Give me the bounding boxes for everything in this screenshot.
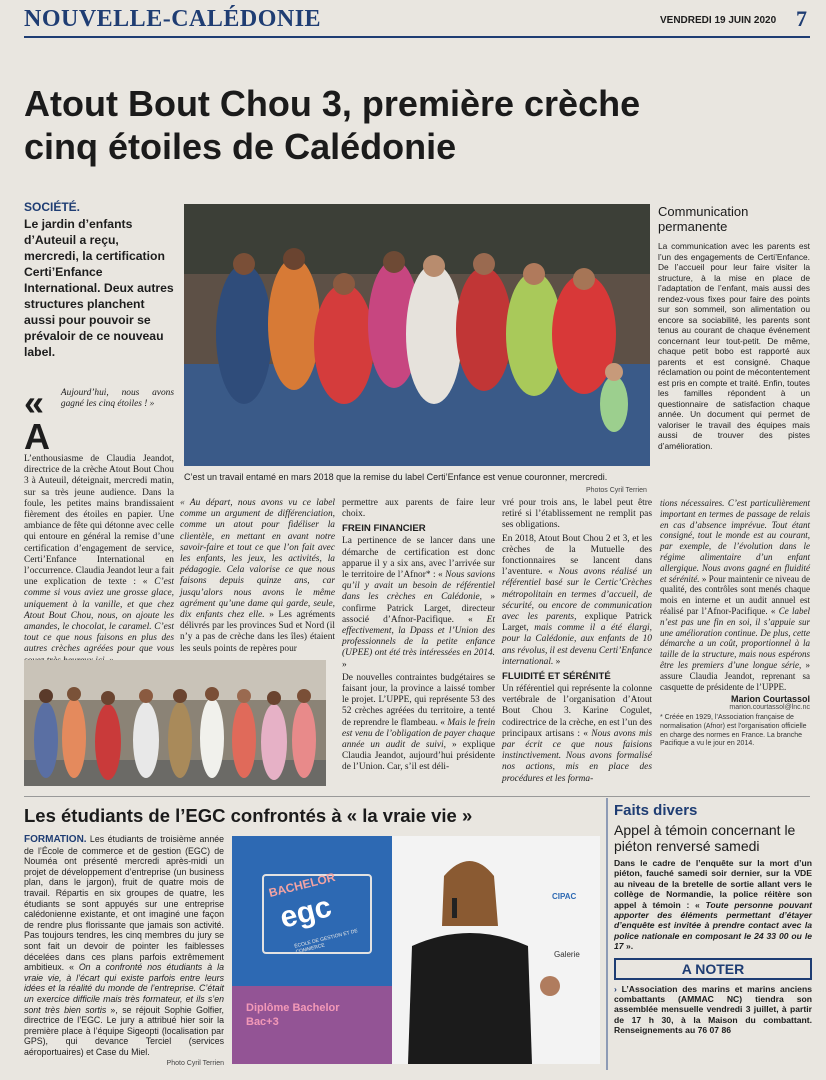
a-noter-text: › L’Association des marins et marins anciens combattants (AMMAC NC) tiendra son assemblée mensuelle vendredi 3 juillet, à partir de 17 h 30, à la Maison du combattant. Renseignements au 76 07 86	[614, 983, 812, 1036]
main-photo	[184, 204, 650, 466]
author-name: Marion Courtassol	[730, 694, 810, 705]
faits-section: Faits divers	[614, 802, 698, 819]
article-col-3	[342, 498, 495, 776]
dropcap: « A	[24, 382, 50, 457]
egc-kicker: FORMATION.	[24, 834, 87, 845]
a-noter-box: A NOTER	[614, 958, 812, 980]
lead-block	[24, 200, 176, 360]
article-col-4	[502, 498, 652, 787]
main-photo-caption: C’est un travail entamé en mars 2018 que la remise du label Certi’Enfance est venue couronner, mercredi.	[184, 472, 608, 482]
page-header	[0, 0, 826, 40]
col5-paragraph: tions nécessaires. C’est particulièrement important en termes de passage de relais en cas d’absence imprévue. Tout étant consigné, tout le monde est au courant, par exemple, de l’évolution dans le régime alimentaire d’un enfant allergique. Nous avons gagné en fluidité et sérénité. » Pour maintenir ce niveau de qualité, des contrôles sont menés chaque mois en interne et un audit annuel est réalisé par l’Afnor-Pacifique. « Ce label n’est pas une fin en soi, il s’appuie sur une amélioration continue. De plus, cette démarche a un coût, proportionnel à la taille de la structure, mais nous espérons être les premiers d’une longue série, » assure Claudia Jeandot, reprenant sa casquette de présidente de l’UPPE.	[660, 498, 810, 692]
egc-headline: Les étudiants de l’EGC confrontés à « la vraie vie »	[24, 805, 473, 826]
col4-paragraph-2: En 2018, Atout Bout Chou 2 et 3, et les crèches de la Mutuelle des fonctionnaires se lancent dans l’aventure. « Nous avons réalisé un référentiel basé sur le Certic’Crèches métropolitain en termes d’accueil, de sécurité, ou encore de communication avec les parents, explique Patrick Larget, mais comme il a été élargi, pour la Calédonie, aux enfants de 10 ans révolus, il est devenu Certi’Enfance international. »	[502, 533, 653, 667]
section-divider	[24, 796, 810, 797]
egc-photo	[232, 836, 600, 1064]
egc-banner-school: ÉCOLE DE GESTION ET DE COMMERCE	[293, 928, 359, 956]
headline-line-2: cinq étoiles de Calédonie	[24, 126, 457, 167]
footnote: * Créée en 1929, l’Association française de normalisation (Afnor) est l’organisation officielle en charge des normes en France. La branche Pacifique a vu le jour en 2014.	[660, 714, 807, 748]
author-email: marion.courtassol@lnc.nc	[729, 704, 810, 712]
egc-sponsor-2: Galerie	[554, 950, 580, 959]
sidebar-title: Communication permanente	[658, 204, 749, 234]
headline	[24, 82, 804, 168]
section-title: NOUVELLE-CALÉDONIE	[24, 6, 322, 32]
subhead-frein-financier: FREIN FINANCIER	[342, 523, 426, 535]
egc-logo-text: egc	[276, 890, 335, 935]
opening-quote: Aujourd’hui, nous avons gagné les cinq étoiles ! »	[60, 388, 174, 410]
egc-banner-bachelor: BACHELOR	[267, 869, 337, 901]
group-photo-illustration	[24, 660, 326, 786]
article-col-1	[24, 382, 174, 682]
subhead-fluidite: FLUIDITÉ ET SÉRÉNITÉ	[502, 671, 611, 683]
egc-paragraph: FORMATION. Les étudiants de troisième année de l’École de commerce et de gestion (EGC) de Nouméa ont présenté mercredi après-midi un projet de développement d’entreprise (un business plan, dans le jargon), fruit de quatre mois de travail. Répartis en six groupes de quatre, les étudiants se sont appuyés sur une entreprise calédonienne existante, et ont imaginé une façon de rendre plus florissante que jamais son activité. Pas toujours tendres, les cinq membres du jury se sont fait un devoir de pointer les faiblesses décelées dans ces plans parfois extrêmement ambitieux. « On a confronté nos étudiants à la vraie vie, à l’écart qui existe parfois entre leurs idées et la réalité du monde de l’entreprise. C’était un exercice difficile mais très formateur, et ils s’en sont très bien sortis », se réjouit Sophie Golfier, directrice de l’EGC. Le jury a attribué hier soir la première place à l’équipe Sigeopti (localisation par GPS), qui devance Terciel (services aéroportuaires) et Case du Miel.	[24, 834, 224, 1057]
col3-paragraph-2: La pertinence de se lancer dans une démarche de certification est donc apparue il y a six ans, avec l’arrivée sur le territoire de l’Afnor* : « Nous savions qu’il y avait un besoin de référentiel dans les crèches en Calédonie, » confirme Patrick Larget, directeur associé d’Afnor-Pacifique. « Et effectivement, la Dpass et l’Union des professionnels de la petite enfance (UPEE) ont été très intéressées en 2014. »	[342, 536, 496, 670]
group-photo	[24, 660, 326, 786]
faits-paragraph: Dans le cadre de l’enquête sur la mort d’un piéton, fauché samedi soir dernier, sur la VDE au niveau de la bretelle de sortie allant vers le collège de Normandie, la police réitère son appel à témoin : « Toute personne pouvant apporter des éléments permettant d’étayer d’enquête est invitée à prendre contact avec la police nationale en composant le 24 33 00 ou le 17 ».	[614, 858, 812, 952]
article-col-5	[660, 498, 810, 749]
main-photo-credit: Photos Cyril Terrien	[586, 487, 647, 494]
crowd-photo-illustration	[184, 204, 650, 466]
header-rule	[24, 36, 810, 38]
faits-divers	[606, 798, 812, 1070]
speaker-illustration	[232, 836, 600, 1064]
sidebar-text: La communication avec les parents est l’un des engagements de Certi’Enfance. De l’accueil pour leur faire visiter la structure, à la mise en place de l’adaptation de l’enfant, mais aussi des rendez-vous fixes pour faire des points sur son sommeil, son alimentation ou encore sa sociabilité, les parents sont tenus au courant de chaque événement concernant leur tout-petit. De même, chaque petit bobo est rapporté aux parents et est consigné. Chaque réclamation ou point de mécontentement est pris en compte et traité. Enfin, toutes les familles répondent à un questionnaire de satisfaction chaque année. Un document qui permet de valoriser le travail des équipes mais aussi de trouver des pistes d’amélioration.	[658, 241, 810, 451]
article-col-2	[180, 498, 335, 657]
issue-date: VENDREDI 19 JUIN 2020	[660, 15, 777, 26]
col4-paragraph-3: Un référentiel qui représente la colonne vertébrale de l’organisation d’Atout Bout Chou 3. Karine Cogulet, codirectrice de la crèche, en est l’un des principaux artisans : « Nous avons mis par écrit ce que nous faisions instinctivement. Nous avons formalisé nos actions, mis en place des procédures et les forma-	[502, 684, 653, 784]
lead-text: Le jardin d’enfants d’Auteuil a reçu, mercredi, la certification Certi’Enfance International. Deux autres structures planchent aussi pour pouvoir se prévaloir de ce nouveau label.	[24, 217, 174, 359]
col3-paragraph-3: De nouvelles contraintes budgétaires se faisant jour, la province a laissé tomber le projet. L’UPPE, qui représente 53 des 52 crèches agréées du territoire, a tenté de reprendre le flambeau. « Mais le frein est venu de l’obligation de payer chaque année un audit de suivi, » explique Claudia Jeandot, aujourd’hui présidente de l’Union. Car, s’il est déli-	[342, 672, 496, 773]
kicker: SOCIÉTÉ.	[24, 200, 81, 214]
col2-paragraph: « Au départ, nous avons vu ce label comme un argument de différenciation, comme un atout pour fidéliser la clientèle, en mettant en avant notre savoir-faire et tout ce que l’on fait avec les enfants, les jeux, les activités, la pédagogie. Cela valorise ce que nous faisons depuis quinze ans, car jusqu’alors nous avons le même agrément qu’une dame qui garde, seule, dix enfants chez elle. » Les agréments délivrés par les provinces Sud et Nord (il n’y a pas de crèche dans les îles) étaient les seuls points de repères pour	[180, 498, 335, 654]
col1-paragraph-1: L’enthousiasme de Claudia Jeandot, directrice de la crèche Atout Bout Chou 3 à Auteuil, déteignait, mercredi matin, sur sa très jeune audience. Dans la foule, les petites mains brandissaient fièrement des étoiles en papier. Une ambiance de fête qui détonne avec celle qui entoure en général la remise d’une certification d’engagement de service, Certi’Enfance International en l’occurrence. Claudia Jeandot leur a fait une explication de texte : « C’est comme si vous aviez une grosse glace, uniquement à la vanille, et que chez Atout Bout Chou, nous, on ajoute les amandes, le chocolat, le caramel. C’est tout ce que nous faisons en plus des autres crèches agréées pour que vous	[24, 454, 174, 655]
col3-paragraph-1: permettre aux parents de faire leur choix.	[342, 498, 495, 520]
sidebar-box	[658, 204, 810, 490]
egc-sponsor-1: CIPAC	[552, 892, 577, 901]
headline-line-1: Atout Bout Chou 3, première crèche	[24, 83, 641, 124]
egc-photo-credit: Photo Cyril Terrien	[166, 1060, 224, 1068]
faits-headline: Appel à témoin concernant le piéton renversé samedi	[614, 822, 796, 854]
egc-article	[24, 834, 224, 1067]
col4-paragraph-1: vré pour trois ans, le label peut être retiré si l’établissement ne remplit pas ses obligations.	[502, 498, 652, 531]
page-number: 7	[796, 6, 807, 31]
